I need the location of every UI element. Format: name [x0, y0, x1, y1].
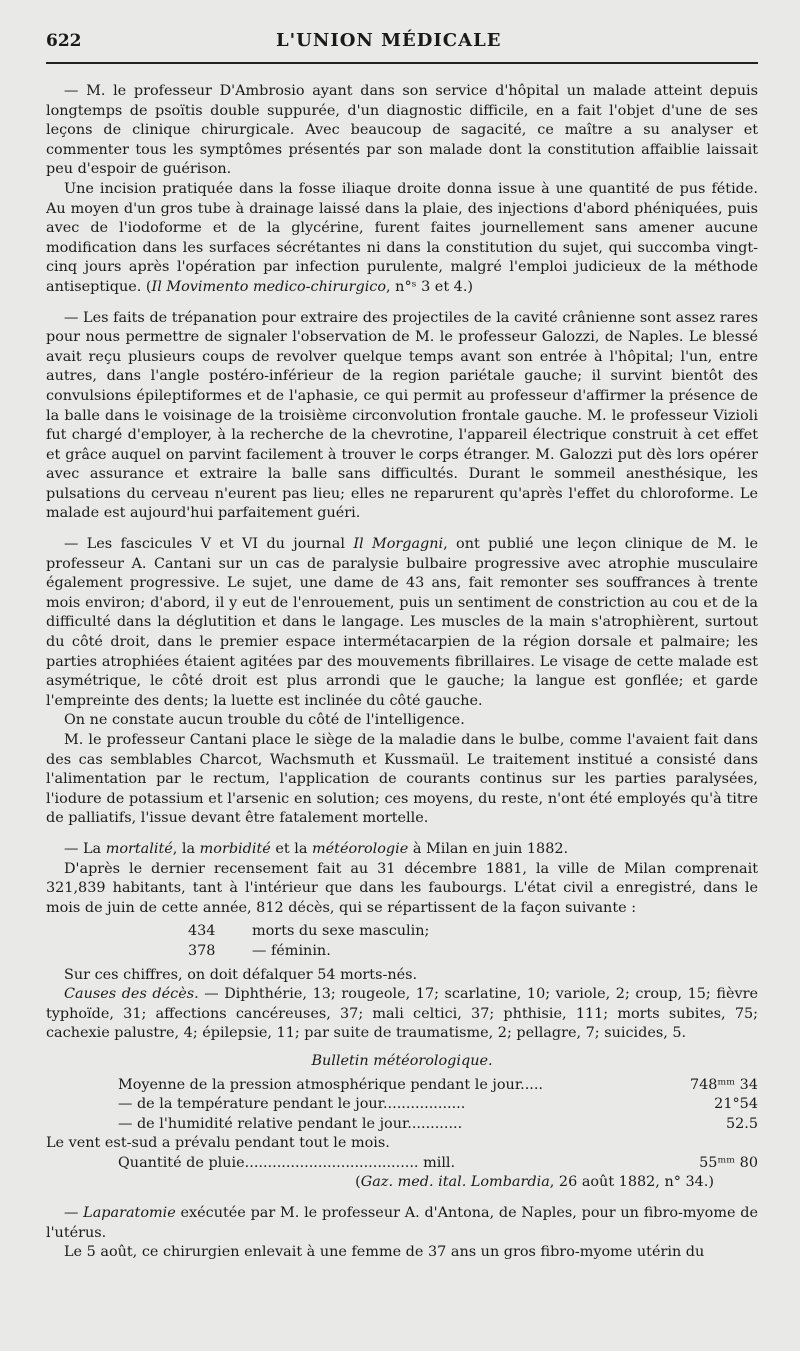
paragraph-intelligence: On ne constate aucun trouble du côté de l'intelligence.	[64, 712, 465, 729]
paragraph-cantani: — Les fascicules V et VI du journal Il Morgagni, ont publié une leçon clinique de M. le professeur A. Cantani sur un cas de paralysie bulbaire progressive avec atrophie musculaire également progressive. Le sujet, une dame de 43 ans, fait remonter ses souffrances à trente mois environ; d'abord, il y eut de l'enrouement, puis un sentiment de constriction au cou et de la difficulté dans la déglutition et dans le langage. Les muscles de la main s'atrophièrent, surtout du côté droit, dans le premier espace intermétacarpien de la région dorsale et palmaire; les parties atrophiées étaient agitées par des mouvements fibrillaires. Le visage de cette malade est asymétrique, le côté droit est plus arrondi que le gauche; la langue est gonflée; et garde l'empreinte des dents; la luette est inclinée du côté gauche.	[46, 536, 759, 709]
running-head: L'UNION MÉDICALE	[276, 30, 502, 51]
source-citation: (Gaz. med. ital. Lombardia, 26 août 1882, n° 34.)	[355, 1174, 714, 1191]
paragraph-laparatomie: — Laparatomie exécutée par M. le professeur A. d'Antona, de Naples, pour un fibro-myome de l'utérus.	[46, 1205, 758, 1241]
paragraph-incision-text: Une incision pratiquée dans la fosse iliaque droite donna issue à une quantité de pus fétide. Au moyen d'un gros tube à drainage laissé dans la plaie, des injections d'abord phéniquées, puis avec de l'iodoforme et de la glycérine, furent faites journellement sans amener aucune modification dans les surfaces sécrétantes ni dans la constitution du sujet, qui succomba vingt-cinq jours après l'opération par infection purulente, malgré l'emploi judicieux de la méthode antiseptique.	[46, 180, 758, 295]
page-header	[46, 30, 758, 64]
paragraph-trepanation: — Les faits de trépanation pour extraire des projectiles de la cavité crânienne sont assez rares pour nous permettre de signaler l'observation de M. le professeur Galozzi, de Naples. Le blessé avait reçu plusieurs coups de revolver quelque temps avant son entrée à l'hôpital; l'un, entre autres, dans l'angle postéro-inférieur de la region pariétale gauche; il survint bientôt des convulsions épileptiformes et de l'aphasie, ce qui permit au professeur d'affirmer la présence de la balle dans le voisinage de la troisième circonvolution frontale gauche. M. le professeur Vizioli fut chargé d'employer, à la recherche de la chevrotine, l'appareil électrique construit à cet effet et grâce auquel on parvint facilement à trouver le corps étranger. M. Galozzi put dès lors opérer avec assurance et extraire la balle sans difficultés. Durant le sommeil anesthésique, les pulsations du cerveau n'eurent pas lieu; elles ne reparurent qu'après l'effet du chloroforme. Le malade est aujourd'hui parfaitement guéri.	[46, 309, 758, 522]
paragraph-causes: Causes des décès. — Diphthérie, 13; rougeole, 17; scarlatine, 10; variole, 2; croup, 15; fièvre typhoïde, 31; affections cancéreuses, 37; mali celtici, 37; phthisie, 111; morts subites, 75; cachexie palustre, 4; épilepsie, 11; par suite de traumatisme, 2; pellagre, 7; suicides, 5.	[46, 986, 758, 1042]
causes-heading: Causes des décès.	[64, 986, 199, 1003]
paragraph-census: D'après le dernier recensement fait au 31 décembre 1881, la ville de Milan comprenait 321,839 habitants, tant à l'intérieur que dans les faubourgs. L'état civil a enregistré, dans le mois de juin de cette année, 812 décès, qui se répartissent de la façon suivante :	[46, 860, 758, 916]
paragraph-treatment: M. le professeur Cantani place le siège de la maladie dans le bulbe, comme l'avaient fait dans des cas semblables Charcot, Wachsmuth et Kussmaül. Le traitement institué a consisté dans l'alimentation par le rectum, l'application de courants continus sur les parties paralysées, l'iodure de potassium et l'arsenic en solution; ces moyens, du reste, n'ont été employés qu'à titre de palliatifs, l'issue devant être fatalement mortelle.	[46, 732, 758, 827]
bulletin-title: Bulletin météorologique.	[311, 1052, 493, 1069]
section-heading-milan: — La mortalité, la morbidité et la météorologie à Milan en juin 1882.	[64, 840, 569, 857]
met-row: — de la température pendant le jour.................. 21°54	[118, 1096, 758, 1113]
rain-row: Quantité de pluie...................................... mill. 55ᵐᵐ 80	[118, 1154, 758, 1171]
paragraph-fibromyome: Le 5 août, ce chirurgien enlevait à une femme de 37 ans un gros fibro-myome utérin du	[64, 1244, 705, 1261]
paragraph-stillborn: Sur ces chiffres, on doit défalquer 54 morts-nés.	[64, 966, 418, 983]
list-item: 434 morts du sexe masculin;	[188, 923, 430, 940]
citation-journal: Il Movimento medico-chirurgico	[151, 278, 387, 295]
list-item: 378 — féminin.	[188, 942, 331, 959]
met-row: — de l'humidité relative pendant le jour............ 52.5	[118, 1115, 758, 1132]
paragraph-incision: Une incision pratiquée dans la fosse iliaque droite donna issue à une quantité de pus fétide. Au moyen d'un gros tube à drainage laissé dans la plaie, des injections d'abord phéniquées, puis avec de l'iodoforme et de la glycérine, furent faites journellement sans amener aucune modification dans les surfaces sécrétantes ni dans la constitution du sujet, qui succomba vingt-cinq jours après l'opération par infection purulente, malgré l'emploi judicieux de la méthode antiseptique. (Il Movimento medico-chirurgico, n°ˢ 3 et 4.)	[46, 180, 758, 295]
deaths-list	[188, 922, 758, 961]
article-body	[46, 82, 758, 1263]
journal-title: Il Morgagni	[353, 536, 444, 553]
met-row: Moyenne de la pression atmosphérique pendant le jour..... 748ᵐᵐ 34	[118, 1076, 758, 1093]
page-number: 622	[46, 31, 82, 51]
paragraph-dambrosio: — M. le professeur D'Ambrosio ayant dans son service d'hôpital un malade atteint depuis longtemps de psoïtis double suppurée, d'un diagnostic difficile, en a fait l'objet d'une de ses leçons de clinique chirurgicale. Avec beaucoup de sagacité, ce maître a su analyser et commenter tous les symptômes présentés par son malade dont la constitution affaiblie laissait peu d'espoir de guérison.	[46, 83, 758, 178]
wind-line: Le vent est-sud a prévalu pendant tout le mois.	[46, 1135, 390, 1152]
